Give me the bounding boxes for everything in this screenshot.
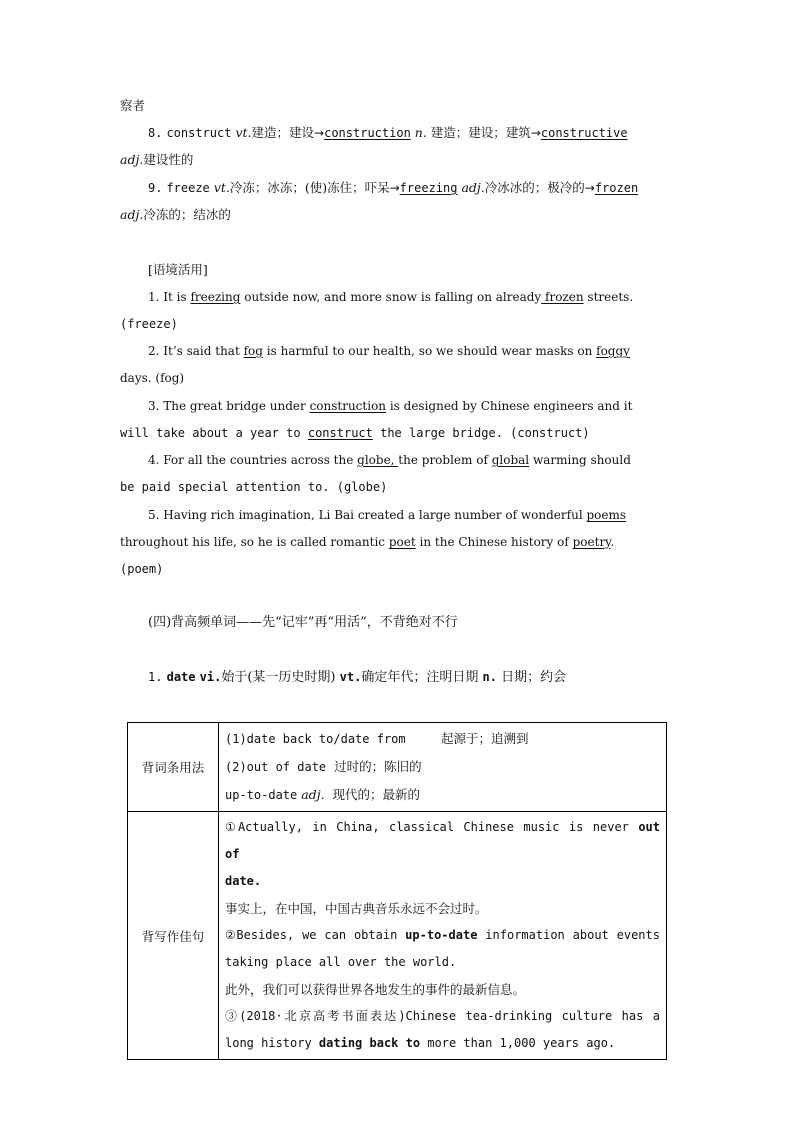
item8-derived1-meaning: 建造；建设；建筑 (430, 125, 531, 140)
sentence-1 (148, 289, 708, 305)
vocab-item-9-cont (120, 207, 680, 223)
example-1-translation (225, 895, 660, 922)
sentence-4-cont (120, 479, 680, 495)
usage-meaning-1: 起源于；追溯到 (441, 731, 529, 746)
example-1-cn: 事实上，在中国，中国古典音乐永远不会过时。 (225, 901, 488, 916)
item7-tail (120, 98, 680, 114)
s5-hint: (poem) (120, 562, 164, 576)
arrow-icon: → (584, 181, 595, 195)
s2-answer-1: fog (243, 344, 263, 358)
context-heading (148, 262, 708, 278)
entry-meaning3: 日期；约会 (501, 670, 567, 685)
item9-pos: vt. (213, 180, 230, 195)
s1-text-c: outside now, and more snow is falling on already (240, 290, 542, 304)
example-3-line-1 (225, 1003, 660, 1030)
row1-head (128, 723, 219, 812)
item9-derived1-pos: adj. (461, 180, 485, 195)
arrow-icon: → (530, 126, 541, 140)
sentence-1-hint (120, 316, 680, 332)
vocab-item-9 (148, 180, 708, 196)
usage-line-3 (225, 781, 660, 809)
arrow-icon: → (389, 181, 400, 195)
sentence-2 (148, 343, 708, 359)
example-2-cn: 此外，我们可以获得世界各地发生的事件的最新信息。 (225, 982, 526, 997)
row2-head (128, 812, 219, 1060)
s3-answer-1: construction (309, 399, 387, 413)
item8-derived2-meaning: 建设性的 (143, 152, 194, 167)
entry-num: 1. (148, 670, 163, 684)
entry-pos2: vt. (339, 670, 362, 684)
entry-pos1: vi. (199, 670, 222, 684)
example-3-bold: dating back to (318, 1036, 421, 1050)
sentence-3 (148, 398, 708, 414)
item9-word: freeze (166, 181, 210, 195)
item9-meaning: 冷冻；冰冻；(使)冻住；吓呆 (229, 180, 390, 195)
arrow-icon: → (314, 126, 325, 140)
example-2-text-c: information about events (477, 928, 660, 942)
item8-derived1-pos: n. (414, 125, 427, 140)
s4-text-c: the problem of (398, 453, 492, 467)
item9-derived2: frozen (594, 181, 639, 195)
s5-text-l2a: throughout his life, so he is called romantic (120, 535, 389, 549)
example-2-bold: up-to-date (405, 928, 478, 942)
example-3-text-a: ③(2018·北京高考书面表达)Chinese tea-drinking culture has a (225, 1009, 660, 1023)
usage-meaning-2: 过时的；陈旧的 (334, 759, 422, 774)
example-3-text-d: more than 1,000 years ago. (420, 1036, 616, 1050)
s1-hint: (freeze) (120, 317, 178, 331)
s2-text-c: is harmful to our health, so we should wear masks on (262, 344, 597, 358)
vocab-item-8-cont (120, 152, 680, 168)
item8-derived2: constructive (540, 126, 628, 140)
example-1-line-1 (225, 814, 660, 868)
usage-table (127, 722, 667, 1060)
sentence-5-cont (120, 534, 680, 550)
s2-text-a: 2. It’s said that (148, 344, 244, 358)
section4-heading-text: (四)背高频单词——先“记牢”再“用活”，不背绝对不行 (148, 615, 458, 630)
s4-answer-2: global (491, 453, 530, 467)
item9-derived2-meaning: 冷冻的；结冰的 (143, 207, 231, 222)
s4-answer-1: globe, (357, 453, 399, 467)
item8-pos: vt. (235, 125, 252, 140)
usage-phrase-3: up-to-date (225, 788, 298, 802)
s3-text-c: is designed by Chinese engineers and it (386, 399, 633, 413)
context-heading-text: [语境活用] (148, 262, 208, 277)
example-1-bold: out of (225, 820, 660, 861)
s2-answer-2: foggy (596, 344, 630, 358)
usage-meaning-3: 现代的；最新的 (332, 787, 421, 802)
usage-pos-3: adj. (301, 787, 325, 802)
item8-num: 8. (148, 126, 163, 140)
table-row (128, 723, 667, 812)
s3-text-a: 3. The great bridge under (148, 399, 310, 413)
item9-derived1: freezing (399, 181, 458, 195)
s5-text-l2c: . (610, 535, 615, 549)
sentence-2-cont (120, 370, 680, 386)
item8-derived2-pos: adj. (120, 152, 144, 167)
vocab-item-8 (148, 125, 708, 141)
s5-text-l2b: in the Chinese history of (415, 535, 573, 549)
example-2-translation (225, 976, 660, 1003)
usage-phrase-2: (2)out of date (225, 760, 327, 774)
entry-pos3: n. (482, 670, 497, 684)
row1-body (219, 723, 667, 812)
s5-answer-3: poetry (572, 535, 611, 549)
example-3-line-2 (225, 1030, 660, 1057)
s3-text-d2a: will take about a year to (120, 426, 308, 440)
s5-text-a: 5. Having rich imagination, Li Bai created a large number of wonderful (148, 508, 587, 522)
example-2-text-d: taking place all over the world. (225, 955, 457, 969)
s1-text-d: streets. (583, 290, 634, 304)
example-3-text-b: long history (225, 1036, 319, 1050)
example-1-line-2 (225, 868, 660, 895)
entry-meaning2: 确定年代；注明日期 (361, 670, 479, 685)
s1-answer-2: frozen (541, 290, 584, 304)
item8-meaning: 建造；建设 (251, 125, 315, 140)
usage-line-2 (225, 753, 660, 781)
example-2-line-1 (225, 922, 660, 949)
usage-phrase-1: (1)date back to/date from (225, 732, 406, 746)
item9-derived2-pos: adj. (120, 207, 144, 222)
row1-head-text: 背词条用法 (141, 760, 205, 775)
entry-date (148, 669, 708, 686)
example-2-text-a: ②Besides, we can obtain (225, 928, 406, 942)
item9-num: 9. (148, 181, 163, 195)
sentence-3-cont (120, 425, 680, 441)
table-row (128, 812, 667, 1060)
s1-text-a: 1. It is (148, 290, 191, 304)
item8-word: construct (166, 126, 232, 140)
section4-heading (148, 615, 708, 631)
s3-text-d2b: the large bridge. (construct) (372, 426, 590, 440)
usage-line-1 (225, 725, 660, 753)
s5-answer-1: poems (586, 508, 627, 522)
item7-tail-text: 察者 (120, 98, 146, 113)
s4-text-a: 4. For all the countries across the (148, 453, 358, 467)
s5-answer-2: poet (388, 535, 416, 549)
sentence-5 (148, 507, 708, 523)
s4-text-d2: be paid special attention to. (globe) (120, 480, 388, 494)
sentence-4 (148, 452, 708, 468)
example-2-line-2 (225, 949, 660, 976)
item9-derived1-meaning: 冷冰冰的；极冷的 (484, 180, 585, 195)
row2-head-text: 背写作佳句 (141, 928, 205, 944)
entry-word: date (166, 670, 196, 684)
s3-answer-2: construct (307, 426, 373, 440)
row2-body (219, 812, 667, 1060)
item8-derived1: construction (324, 126, 411, 140)
s4-text-d: warming should (529, 453, 631, 467)
entry-meaning1: 始于(某一历史时期) (221, 670, 336, 685)
example-1-bold-cont: date. (225, 874, 262, 888)
sentence-5-hint (120, 561, 680, 577)
s2-text-d2: days. (fog) (120, 371, 185, 385)
s1-answer-1: freezing (190, 290, 241, 304)
example-1-text: ①Actually, in China, classical Chinese music is never (225, 820, 639, 834)
